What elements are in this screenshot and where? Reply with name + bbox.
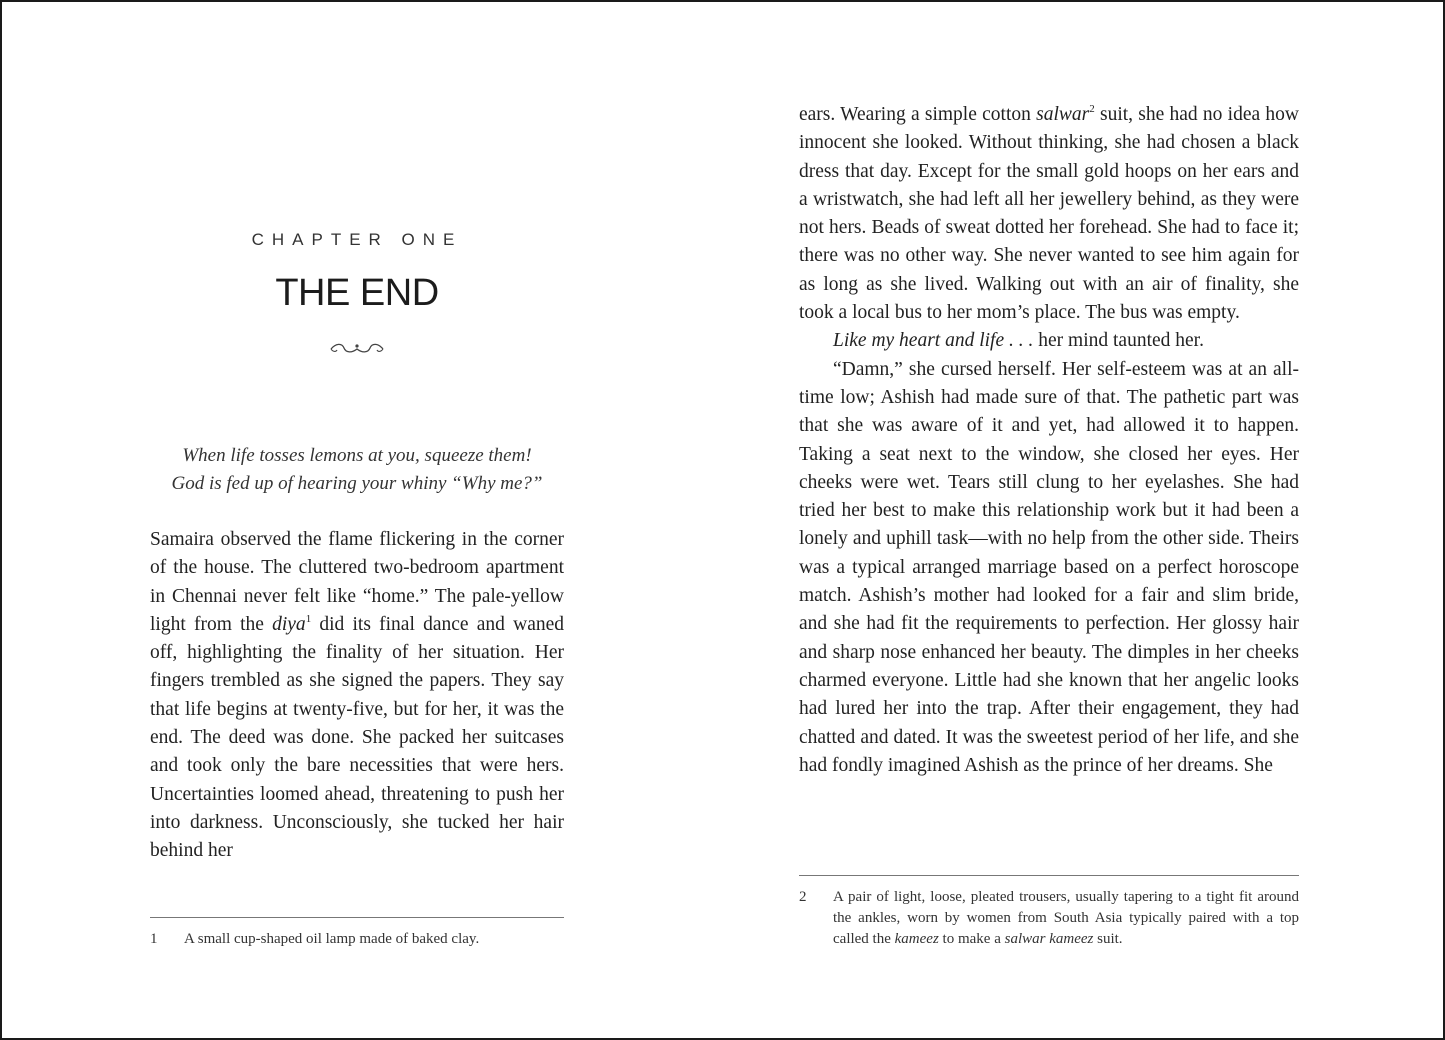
footnote-text-part: A pair of light, loose, pleated trousers, usually tapering to a tight fit around the ankles, worn by women from South Asia typically paired with a top called the xyxy=(833,889,1299,947)
footnote-number: 2 xyxy=(799,889,807,905)
footnote xyxy=(799,887,1299,950)
left-body-text xyxy=(150,526,564,866)
paragraph: “Damn,” she cursed herself. Her self-esteem was at an all-time low; Ashish had made sure of that. The pathetic part was that she was aware of it and yet, had allowed it to happen. Taking a seat next to the window, she closed her eyes. Her cheeks were wet. Tears still clung to her eyelashes. She had tried her best to make this relationship work but it had been a lonely and uphill task—with no help from the other side. Theirs was a typical arranged marriage based on a perfect horoscope match. Ashish’s mother had looked for a fair and slim bride, and she had fit the requirements to perfection. Her glossy hair and sharp nose enhanced her beauty. The dimples in her cheeks charmed everyone. Little had she known that her angelic looks had lured her into the trap. After their engagement, they had chatted and dated. It was the sweetest period of her life, and she had fondly imagined Ashish as the prince of her dreams. She xyxy=(799,358,1299,776)
paragraph-text: did its final dance and waned off, highlighting the finality of her situation. Her fingers trembled as she signed the papers. They say that life begins at twenty-five, but for her, it was the end. The deed was done. She packed her suitcases and took only the bare necessities that were hers. Uncertainties loomed ahead, threatening to push her into darkness. Unconsciously, she tucked her hair behind her xyxy=(150,613,565,862)
italic-term: salwar kameez xyxy=(1004,931,1094,947)
epigraph-line-2: God is fed up of hearing your whiny “Why me?” xyxy=(171,473,543,494)
flourish-ornament-icon xyxy=(327,338,387,358)
paragraph-text: ears. Wearing a simple cotton xyxy=(799,104,1037,125)
chapter-label: CHAPTER ONE xyxy=(251,230,463,249)
chapter-title: THE END xyxy=(275,272,439,314)
footnote-text-part: suit. xyxy=(1093,931,1123,947)
epigraph xyxy=(150,442,564,498)
italic-term: salwar xyxy=(1036,104,1090,125)
footnote xyxy=(150,929,564,950)
paragraph-text: her mind taunted her. xyxy=(1033,330,1204,352)
italic-term: diya xyxy=(272,613,306,635)
footnote-ref: 1 xyxy=(305,612,312,625)
footnote-rule xyxy=(150,917,564,918)
paragraph xyxy=(150,526,564,866)
right-body-text xyxy=(799,101,1299,780)
paragraph-text: suit, she had no idea how innocent she looked. Without thinking, she had chosen a black dress that day. Except for the small gold hoops on her ears and a wristwatch, she had left all her jewellery behind, as they were not hers. Beads of sweat dotted her forehead. She had to face it; there was no other way. She never wanted to see him again for as long as she lived. Walking out with an air of finality, she took a local bus to her mom’s place. The bus was empty. xyxy=(799,104,1299,324)
paragraph-text: Samaira observed the flame flickering in the corner of the house. The cluttered two-bedroom apartment in Chennai never felt like “home.” The pale-yellow light from the xyxy=(150,529,564,635)
epigraph-line-1: When life tosses lemons at you, squeeze them! xyxy=(182,445,532,466)
footnote-text-part: to make a xyxy=(938,931,1005,947)
footnote-rule xyxy=(799,875,1299,876)
footnote-ref: 2 xyxy=(1089,103,1095,115)
footnote-text: A small cup-shaped oil lamp made of baked clay. xyxy=(184,931,480,947)
italic-thought: Like my heart and life . . . xyxy=(833,330,1034,352)
italic-term: kameez xyxy=(894,931,939,947)
paragraph xyxy=(799,327,1299,355)
paragraph xyxy=(799,101,1299,327)
footnote-text xyxy=(833,887,1299,950)
footnote-number: 1 xyxy=(150,931,158,947)
